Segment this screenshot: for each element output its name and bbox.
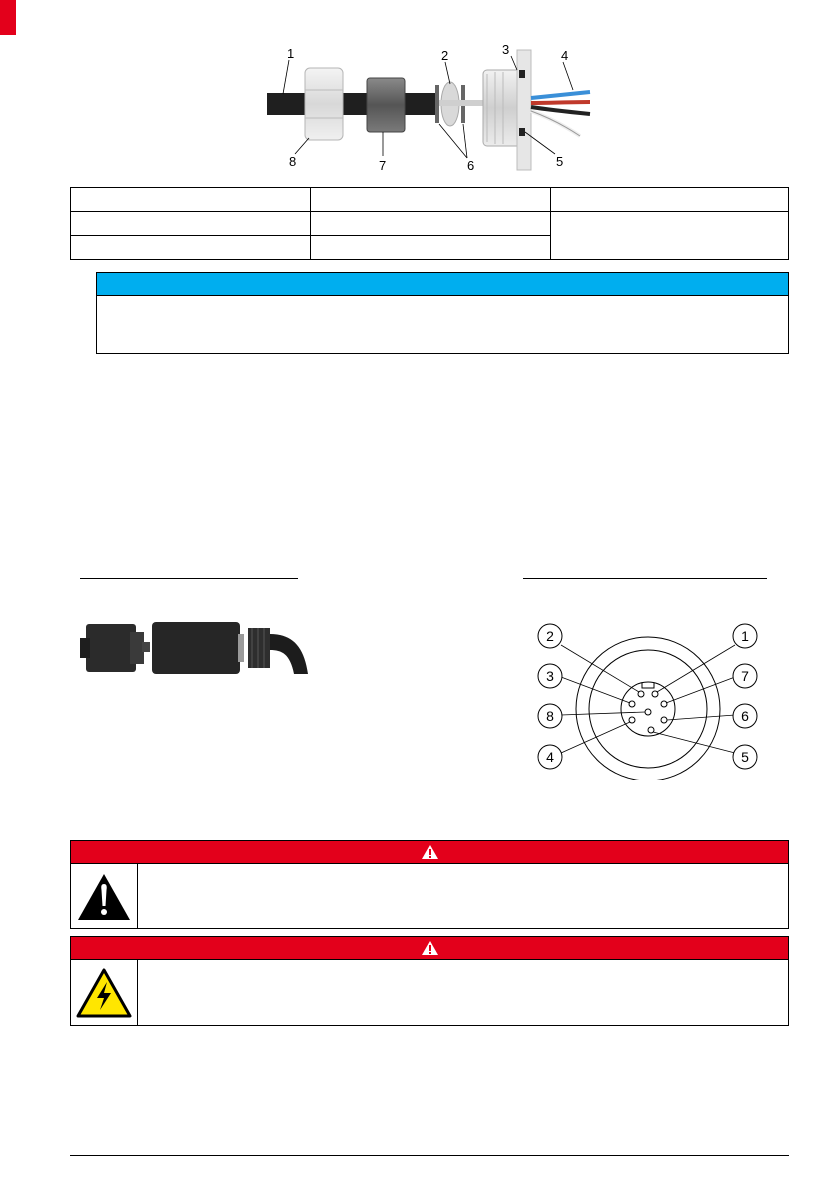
svg-text:7: 7 — [741, 668, 749, 684]
notice-box — [96, 272, 789, 354]
callout-5: 5 — [556, 154, 564, 169]
warning-box-electrical — [70, 936, 789, 1026]
pin-hole-8 — [645, 709, 651, 715]
connector-plug — [86, 624, 136, 672]
cable — [267, 93, 437, 115]
warning-triangle-icon — [421, 940, 439, 956]
legend-cell — [551, 188, 789, 212]
exclamation-hazard-icon — [76, 872, 132, 922]
pin-hole-3 — [629, 701, 635, 707]
warning-header — [71, 937, 788, 960]
connector-assembly-illustration — [80, 612, 320, 682]
pin-hole-7 — [661, 701, 667, 707]
callout-4: 4 — [561, 48, 569, 63]
footer-rule — [70, 1155, 789, 1156]
callout-3: 3 — [502, 42, 510, 57]
pin-label-5 — [733, 745, 757, 769]
section-underline-right — [523, 578, 767, 579]
warning-icon-cell — [71, 864, 138, 929]
gland-washer — [435, 85, 439, 123]
legend-cell — [311, 188, 551, 212]
pin-label-4 — [538, 745, 562, 769]
pin-label-1 — [733, 624, 757, 648]
callout-6: 6 — [467, 158, 475, 173]
svg-text:5: 5 — [741, 749, 749, 765]
warning-triangle-icon — [421, 844, 439, 860]
callout-8: 8 — [289, 154, 297, 169]
pin-label-2 — [538, 624, 562, 648]
callout-7: 7 — [379, 158, 387, 173]
legend-cell — [311, 236, 551, 260]
svg-text:6: 6 — [741, 708, 749, 724]
svg-text:8: 8 — [546, 708, 554, 724]
svg-text:4: 4 — [546, 749, 554, 765]
warning-icon-cell — [71, 960, 138, 1025]
electrical-hazard-icon — [76, 968, 132, 1018]
pin-label-6 — [733, 704, 757, 728]
figure-legend-table — [70, 187, 789, 260]
page-edge-marker — [0, 0, 16, 35]
callout-2: 2 — [441, 48, 449, 63]
pin-hole-6 — [661, 717, 667, 723]
notice-header — [97, 273, 788, 296]
pin-label-3 — [538, 664, 562, 688]
enclosure-wall — [517, 50, 531, 170]
connector-nut — [248, 628, 270, 668]
legend-cell — [311, 212, 551, 236]
legend-cell — [71, 212, 311, 236]
warning-header — [71, 841, 788, 864]
svg-text:2: 2 — [546, 628, 554, 644]
pin-label-8 — [538, 704, 562, 728]
legend-cell — [71, 236, 311, 260]
svg-text:3: 3 — [546, 668, 554, 684]
legend-cell — [551, 212, 789, 260]
connector-pinout-diagram — [525, 620, 775, 780]
cable-gland-illustration — [255, 40, 605, 180]
pin-label-7 — [733, 664, 757, 688]
warning-box-general — [70, 840, 789, 929]
connector-housing — [152, 622, 240, 674]
gland-seal — [367, 78, 405, 132]
gland-nut — [305, 68, 343, 140]
section-underline-left — [80, 578, 298, 579]
gland-body — [483, 70, 521, 146]
legend-cell — [71, 188, 311, 212]
svg-text:1: 1 — [741, 628, 749, 644]
callout-1: 1 — [287, 46, 295, 61]
connector-cable — [270, 634, 308, 674]
